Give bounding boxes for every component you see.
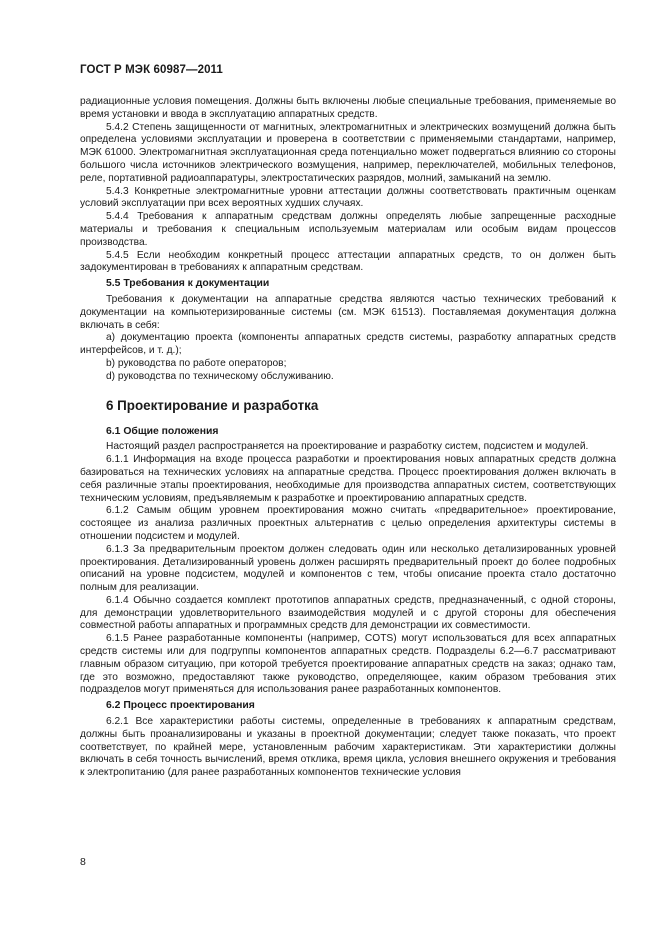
paragraph: b) руководства по работе операторов; [106,357,287,369]
paragraph: 6.1.2 Самым общим уровнем проектирования можно считать «предварительное» проектирование, состоящее из анализа различных проектных альтернатив с целью определения архитектуры системы в отношении подсистем и модулей. [80,505,616,542]
document-header: ГОСТ Р МЭК 60987—2011 [80,64,223,76]
subsection-heading: 6.1 Общие положения [106,425,219,437]
paragraph: 6.1.3 За предварительным проектом должен следовать один или несколько детализированных уровней проектирования. Детализированный уровень должен расширять предварительный проект до более подробных описаний на уровне подсистем, модулей и компонентов с тем, чтобы описание проекта стало достаточно полным для реализации. [80,543,616,594]
page-number: 8 [80,856,86,868]
section-heading: 6 Проектирование и разработка [106,397,319,413]
document-body [80,96,616,780]
paragraph: 6.1.5 Ранее разработанные компоненты (например, COTS) могут использоваться для всех аппаратных средств системы или для подгруппы компонентов аппаратных средств. Подразделы 6.2—6.7 рассматривают главным образом ситуацию, при которой требуется проектирование аппаратных средств на заказ; однако там, где это возможно, предоставляют также руководство, определяющее, каким образом требования этих подразделов могут применяться для использования ранее разработанных компонентов. [80,633,616,696]
paragraph: радиационные условия помещения. Должны быть включены любые специальные требования, применяемые во время установки и ввода в эксплуатацию аппаратных средств. [80,96,616,120]
paragraph: a) документацию проекта (компоненты аппаратных средств системы, разработку аппаратных средств интерфейсов, и т. д.); [80,332,616,357]
subsection-heading: 6.2 Процесс проектирования [106,700,255,712]
paragraph: Настоящий раздел распространяется на проектирование и разработку систем, подсистем и модулей. [106,441,589,453]
paragraph: 6.2.1 Все характеристики работы системы, определенные в требованиях к аппаратным средствам, должны быть проанализированы и указаны в проектной документации; следует также показать, что проект соответствует, по крайней мере, установленным рабочим характеристикам. Эти характеристики должны включать в себя точность вычислений, время отклика, время цикла, условия внешнего окружения и требования к электропитанию (для ранее разработанных компонентов технические условия [80,716,616,779]
subsection-heading: 5.5 Требования к документации [106,278,270,290]
paragraph: d) руководства по техническому обслуживанию. [106,370,334,382]
paragraph: 5.4.3 Конкретные электромагнитные уровни аттестации должны соответствовать практичным оценкам условий эксплуатации при всех вероятных худших случаях. [80,185,616,210]
paragraph: 6.1.4 Обычно создается комплект прототипов аппаратных средств, предназначенный, с одной стороны, для демонстрации удовлетворительного взаимодействия модулей и с другой стороны для обеспечения совместной работы аппаратных и программных средств для демонстрации их совместимости. [80,594,616,632]
paragraph: 6.1.1 Информация на входе процесса разработки и проектирования новых аппаратных средств должна базироваться на технических условиях на аппаратные средства. Процесс проектирования должен включать в себя различные этапы проектирования, необходимые для производства аппаратных систем, соответствующих техническим условиям, предъявляемым к разработке и проектированию аппаратных средств. [80,454,616,504]
paragraph: 5.4.2 Степень защищенности от магнитных, электромагнитных и электрических возмущений должна быть определена условиями эксплуатации и проверена в соответствии с применяемыми стандартами, например, МЭК 61000. Электромагнитная эксплуатационная среда потенциально может подвергаться влиянию со стороны большого числа источников электрического возмущения, например, переключателей, мобильных телефонов, реле, портативной радиоаппаратуры, электростатических разрядов, молний, замыканий на землю. [80,121,616,184]
paragraph: 5.4.4 Требования к аппаратным средствам должны определять любые запрещенные расходные материалы и требования к специальным используемым материалам или особым видам процессов производства. [80,211,616,248]
paragraph: Требования к документации на аппаратные средства являются частью технических требований к документации на компьютеризированные системы (см. МЭК 61513). Поставляемая документация должна включать в себя: [80,293,616,331]
paragraph: 5.4.5 Если необходим конкретный процесс аттестации аппаратных средств, то он должен быть задокументирован в требованиях к аппаратным средствам. [80,249,616,274]
